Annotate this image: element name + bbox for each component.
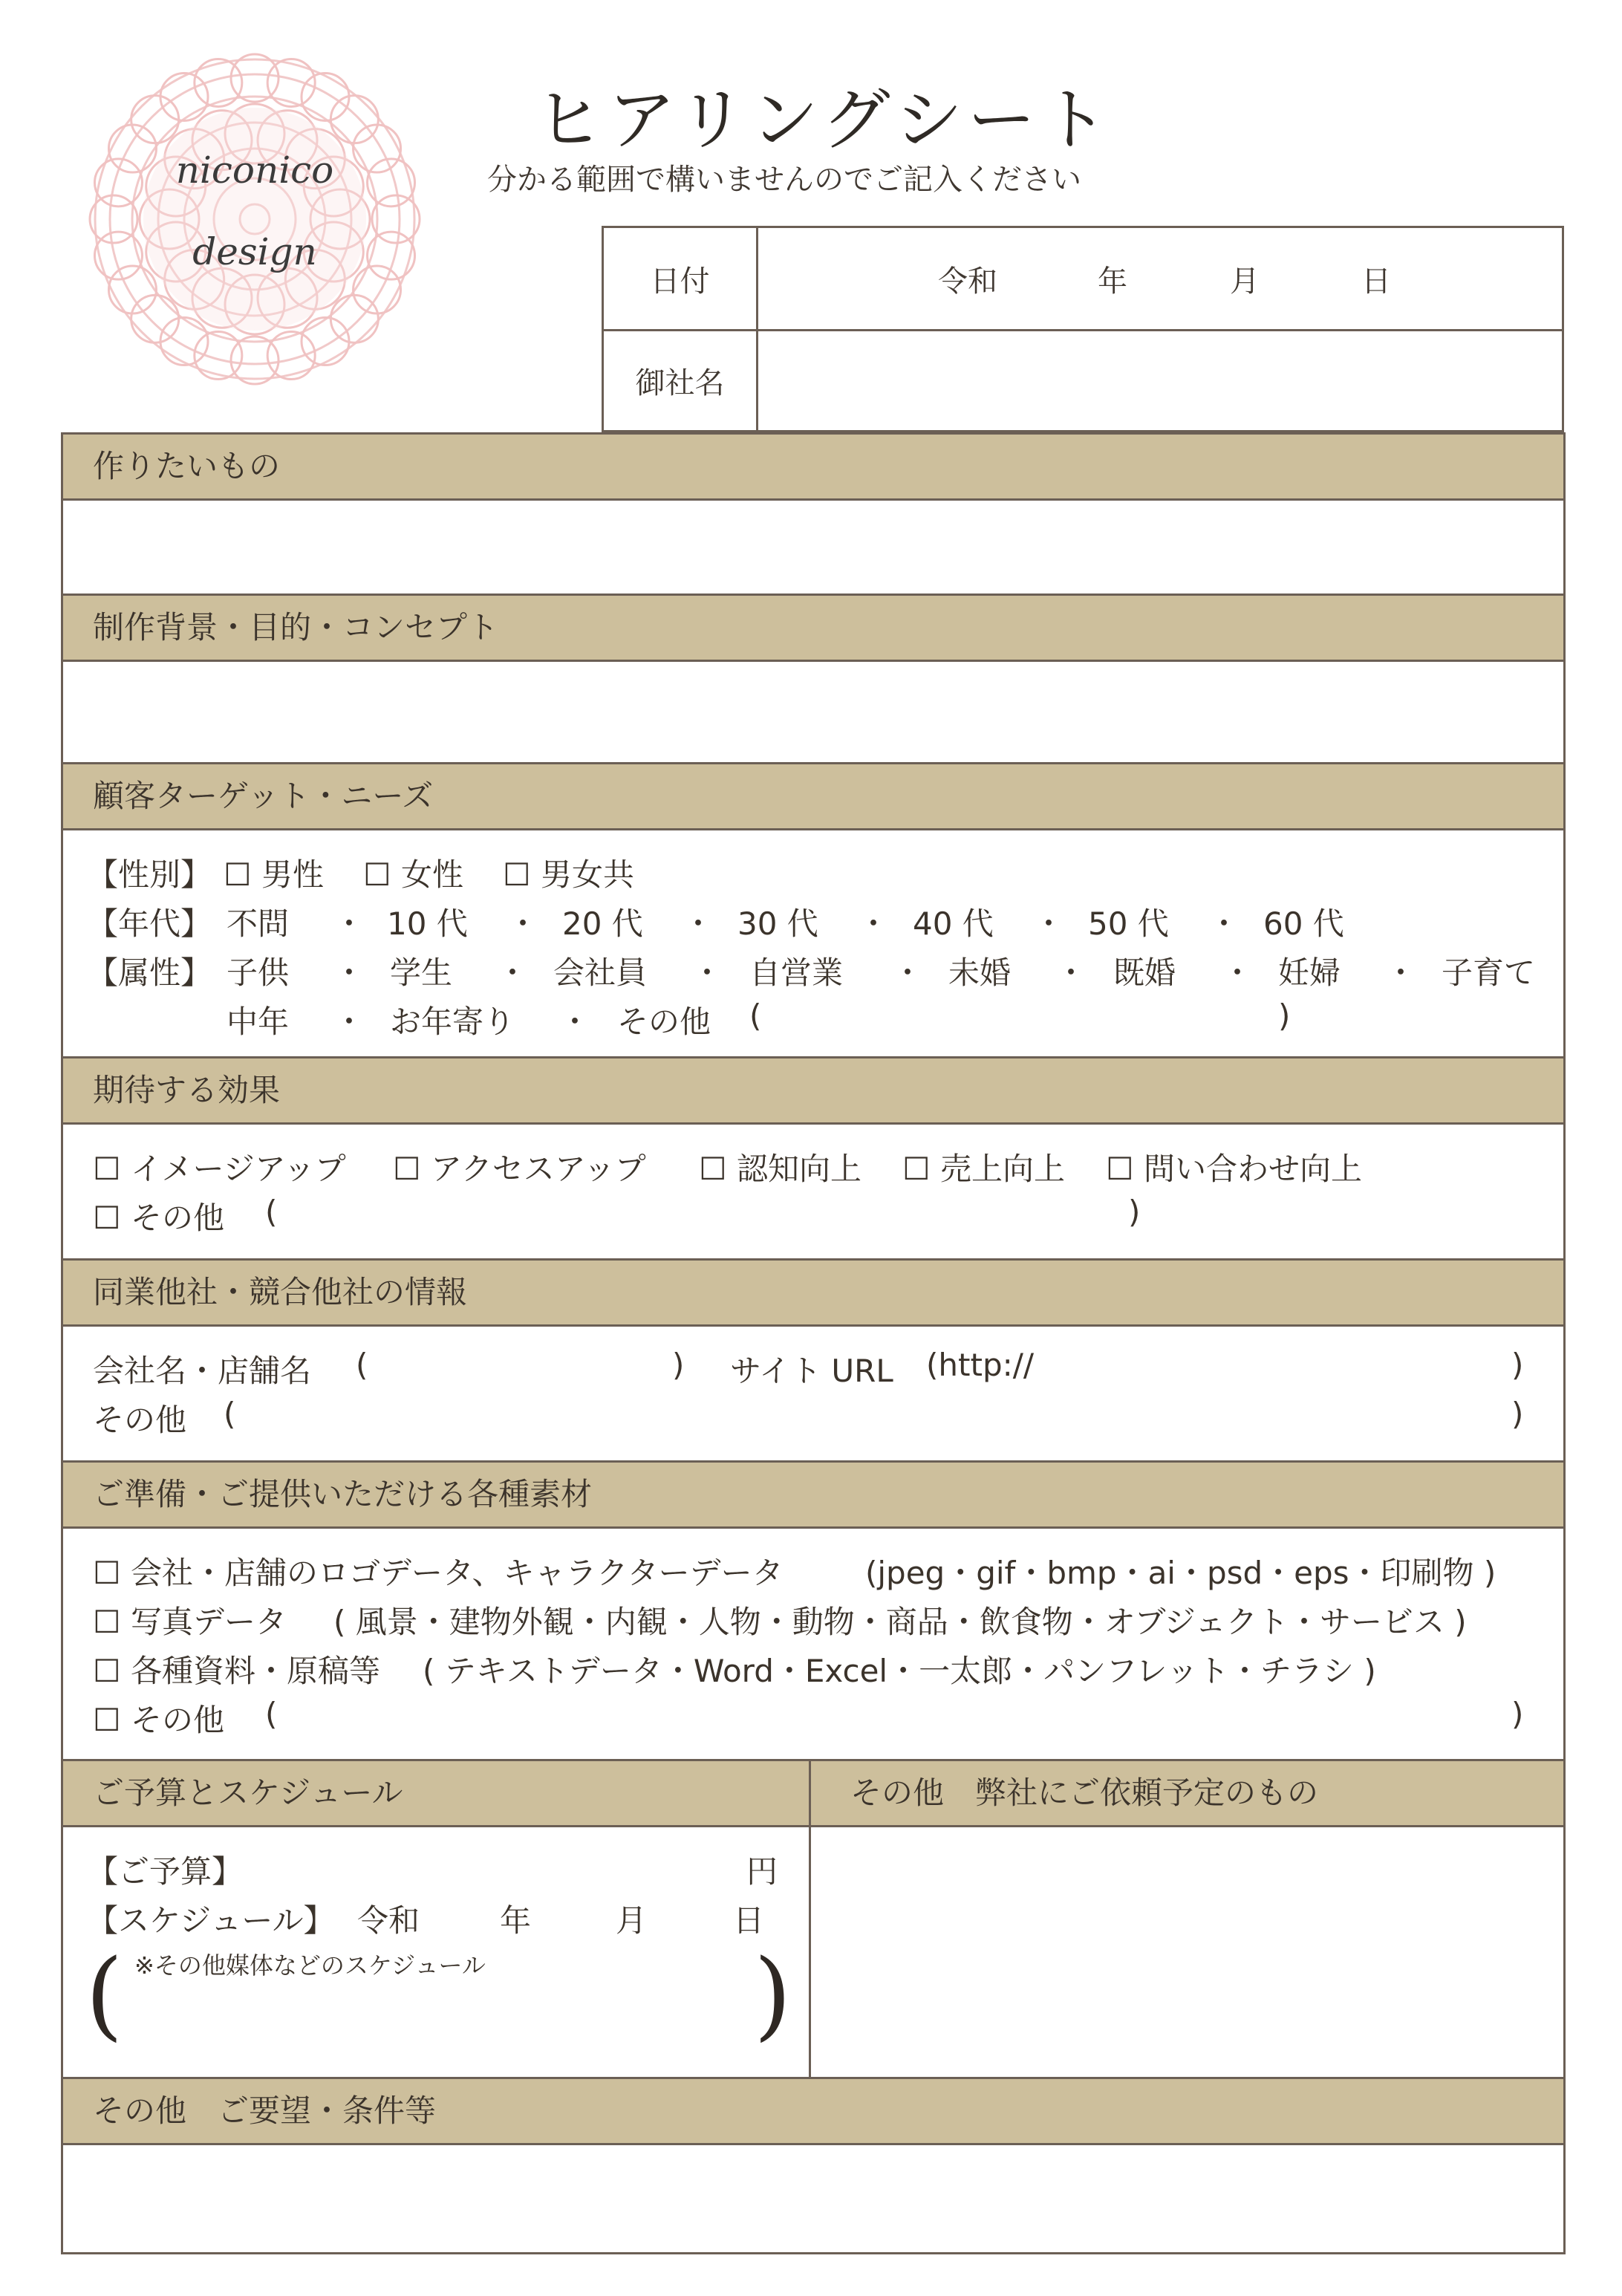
- age-separator: ・: [858, 905, 890, 942]
- material-other-open-paren: (: [265, 1696, 278, 1732]
- attr-option[interactable]: 自営業: [749, 955, 844, 991]
- section-title-want: 作りたいもの: [93, 448, 281, 484]
- attr-other-open-paren: (: [749, 998, 762, 1034]
- section-header-budget: [63, 1759, 1563, 1827]
- form-main: [61, 432, 1566, 2254]
- schedule-label: 【スケジュール】: [87, 1902, 335, 1939]
- competitor-site-close-paren: ): [1511, 1347, 1524, 1383]
- attr-separator: ・: [497, 955, 529, 991]
- doily-icon: [80, 45, 429, 394]
- info-table: [602, 226, 1564, 432]
- section-title-conditions: その他 ご要望・条件等: [93, 2092, 437, 2129]
- attr-label: 【属性】: [87, 955, 212, 991]
- attr-separator: ・: [333, 955, 365, 991]
- age-label: 【年代】: [87, 905, 212, 942]
- budget-label: 【ご予算】: [87, 1853, 244, 1890]
- section-title-request: その他 弊社にご依頼予定のもの: [850, 1775, 1319, 1811]
- doily-petal: [302, 318, 349, 365]
- section-header-materials: [63, 1460, 1563, 1529]
- effect-other-open-paren: (: [265, 1194, 278, 1230]
- schedule-era: 令和: [357, 1902, 420, 1939]
- age-option[interactable]: 40 代: [913, 905, 994, 942]
- schedule-open-paren: (: [85, 1938, 123, 2051]
- section-header-effect: [63, 1056, 1563, 1125]
- attr-option[interactable]: 子育て: [1442, 955, 1536, 991]
- age-separator: ・: [333, 905, 365, 942]
- attr-separator: ・: [691, 955, 723, 991]
- material-detail-logo: (jpeg・gif・bmp・ai・psd・eps・印刷物 ): [865, 1555, 1496, 1591]
- attr-separator: ・: [1222, 955, 1254, 991]
- section-title-target: 顧客ターゲット・ニーズ: [93, 778, 434, 814]
- doily-petal: [330, 295, 378, 342]
- attr-option[interactable]: 既婚: [1113, 955, 1176, 991]
- effect-option-sales[interactable]: ☐ 売上向上: [902, 1151, 1066, 1187]
- doily-petal: [195, 332, 242, 380]
- want-field[interactable]: [63, 501, 1563, 596]
- age-option[interactable]: 10 代: [387, 905, 468, 942]
- schedule-day-label: 日: [733, 1902, 765, 1939]
- competitor-company-close-paren: ): [672, 1347, 685, 1383]
- section-header-target: [63, 762, 1563, 830]
- attr-other-close-paren: ): [1278, 998, 1291, 1034]
- age-separator: ・: [1033, 905, 1065, 942]
- competitor-company-label: 会社名・店舗名: [93, 1353, 312, 1389]
- date-day-label[interactable]: 日: [1361, 264, 1391, 299]
- attr-option[interactable]: 妊婦: [1278, 955, 1341, 991]
- date-year-label: 年: [1098, 264, 1127, 299]
- effect-other-close-paren: ): [1128, 1194, 1141, 1230]
- date-row: [604, 228, 1562, 331]
- competitor-other-label: その他: [93, 1402, 187, 1438]
- age-option[interactable]: 30 代: [737, 905, 818, 942]
- age-separator: ・: [1208, 905, 1240, 942]
- material-item-documents[interactable]: ☐ 各種資料・原稿等: [93, 1653, 381, 1689]
- section-header-conditions: [63, 2077, 1563, 2145]
- company-field[interactable]: [758, 331, 1562, 430]
- attr-separator: ・: [333, 1004, 365, 1040]
- competitor-site-label: サイト URL: [730, 1353, 893, 1389]
- logo-text-line2: design: [192, 230, 317, 273]
- age-separator: ・: [683, 905, 714, 942]
- attr-option[interactable]: お年寄り: [390, 1004, 515, 1040]
- section-header-competitor: [63, 1258, 1563, 1327]
- schedule-note: ※その他媒体などのスケジュール: [134, 1951, 486, 1980]
- doily-petal: [131, 96, 179, 143]
- material-item-photo[interactable]: ☐ 写真データ: [93, 1604, 287, 1640]
- attr-separator: ・: [559, 1004, 591, 1040]
- logo-text-line1: niconico: [175, 149, 334, 192]
- attr-separator: ・: [1385, 955, 1417, 991]
- schedule-close-paren: ): [754, 1938, 792, 2051]
- company-row: [604, 331, 1562, 430]
- attr-separator: ・: [892, 955, 924, 991]
- doily-petal: [160, 73, 208, 120]
- section-title-effect: 期待する効果: [93, 1072, 281, 1108]
- material-detail-photo: ( 風景・建物外観・内観・人物・動物・商品・飲食物・オブジェクト・サービス ): [333, 1604, 1467, 1640]
- competitor-site-prefix[interactable]: (http://: [926, 1347, 1035, 1383]
- gender-option-female[interactable]: ☐ 女性: [363, 856, 464, 893]
- effect-option-access[interactable]: ☐ アクセスアップ: [393, 1151, 646, 1187]
- material-item-other[interactable]: ☐ その他: [93, 1702, 225, 1738]
- page-subtitle: 分かる範囲で構いませんのでご記入ください: [487, 163, 1081, 197]
- date-label: 日付: [604, 228, 758, 329]
- attr-option[interactable]: 会社員: [553, 955, 648, 991]
- doily-petal: [267, 59, 315, 106]
- section-title-budget: ご予算とスケジュール: [93, 1775, 403, 1811]
- conditions-field[interactable]: [63, 2145, 1563, 2252]
- page-title: ヒアリングシート: [535, 80, 1113, 160]
- effect-option-awareness[interactable]: ☐ 認知向上: [699, 1151, 862, 1187]
- competitor-other-close-paren: ): [1511, 1396, 1524, 1432]
- effect-option-inquiry[interactable]: ☐ 問い合わせ向上: [1106, 1151, 1363, 1187]
- doily-petal: [131, 295, 179, 342]
- age-separator: ・: [507, 905, 539, 942]
- attr-option-other[interactable]: その他: [617, 1004, 711, 1040]
- material-other-close-paren: ): [1511, 1696, 1524, 1732]
- material-detail-documents: ( テキストデータ・Word・Excel・一太郎・パンフレット・チラシ ): [423, 1653, 1376, 1689]
- age-option[interactable]: 50 代: [1088, 905, 1169, 942]
- effect-option-image[interactable]: ☐ イメージアップ: [93, 1151, 346, 1187]
- company-label: 御社名: [604, 331, 758, 430]
- section-header-want: [63, 432, 1563, 501]
- attr-option[interactable]: 中年: [227, 1004, 290, 1040]
- budget-yen: 円: [746, 1853, 778, 1890]
- section-title-competitor: 同業他社・競合他社の情報: [93, 1274, 468, 1310]
- gender-option-male[interactable]: ☐ 男性: [224, 856, 325, 893]
- effect-option-other[interactable]: ☐ その他: [93, 1200, 225, 1236]
- attr-separator: ・: [1055, 955, 1087, 991]
- date-era: 令和: [938, 264, 997, 299]
- gender-option-both[interactable]: ☐ 男女共: [503, 856, 635, 893]
- material-item-logo[interactable]: ☐ 会社・店舗のロゴデータ、キャラクターデータ: [93, 1555, 784, 1591]
- background-field[interactable]: [63, 662, 1563, 764]
- attr-option[interactable]: 学生: [390, 955, 453, 991]
- section-header-background: [63, 593, 1563, 662]
- attr-option[interactable]: 子供: [227, 955, 290, 991]
- age-option[interactable]: 不問: [227, 905, 290, 942]
- schedule-year-label: 年: [500, 1902, 532, 1939]
- gender-label: 【性別】: [87, 856, 212, 893]
- doily-petal: [330, 96, 378, 143]
- request-field[interactable]: [811, 1827, 1563, 2077]
- attr-option[interactable]: 未婚: [948, 955, 1012, 991]
- date-month-label: 月: [1230, 264, 1260, 299]
- competitor-other-open-paren: (: [224, 1396, 236, 1432]
- age-option[interactable]: 20 代: [562, 905, 643, 942]
- section-title-materials: ご準備・ご提供いただける各種素材: [93, 1476, 593, 1512]
- schedule-month-label: 月: [616, 1902, 648, 1939]
- age-option[interactable]: 60 代: [1263, 905, 1344, 942]
- section-title-background: 制作背景・目的・コンセプト: [93, 609, 499, 645]
- doily-petal: [160, 318, 208, 365]
- doily-petal: [302, 73, 349, 120]
- logo: [80, 45, 429, 394]
- competitor-company-open-paren: (: [356, 1347, 368, 1383]
